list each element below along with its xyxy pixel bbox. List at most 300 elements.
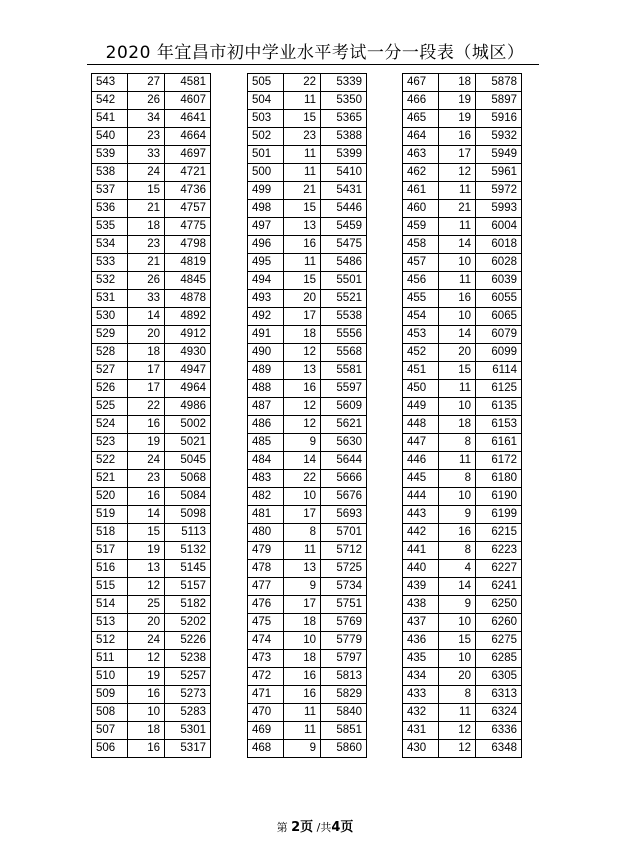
score-cell: 532 <box>92 272 128 290</box>
score-cell: 512 <box>92 632 128 650</box>
cumulative-cell: 6018 <box>476 236 522 254</box>
cumulative-cell: 5399 <box>321 146 367 164</box>
page-footer <box>0 816 630 835</box>
count-cell: 12 <box>128 578 165 596</box>
cumulative-cell: 5459 <box>321 218 367 236</box>
score-cell: 478 <box>248 560 284 578</box>
footer-total-unit: 页 <box>340 820 354 835</box>
cumulative-cell: 5226 <box>165 632 211 650</box>
table-row <box>248 722 367 740</box>
score-cell: 510 <box>92 668 128 686</box>
cumulative-cell: 5350 <box>321 92 367 110</box>
score-cell: 433 <box>403 686 439 704</box>
score-cell: 535 <box>92 218 128 236</box>
table-row <box>403 596 522 614</box>
count-cell: 34 <box>128 110 165 128</box>
table-row <box>248 128 367 146</box>
table-row <box>403 632 522 650</box>
score-table-3 <box>402 73 522 758</box>
count-cell: 14 <box>439 236 476 254</box>
table-row <box>403 614 522 632</box>
count-cell: 9 <box>284 434 321 452</box>
footer-total-pages: 4 <box>331 820 341 835</box>
cumulative-cell: 4664 <box>165 128 211 146</box>
table-row <box>92 110 211 128</box>
score-cell: 528 <box>92 344 128 362</box>
score-cell: 450 <box>403 380 439 398</box>
count-cell: 18 <box>439 74 476 92</box>
cumulative-cell: 4641 <box>165 110 211 128</box>
score-cell: 481 <box>248 506 284 524</box>
cumulative-cell: 5676 <box>321 488 367 506</box>
table-row <box>248 686 367 704</box>
footer-separator: /共 <box>316 821 332 834</box>
table-row <box>92 290 211 308</box>
table-row <box>92 200 211 218</box>
table-row <box>248 164 367 182</box>
count-cell: 13 <box>128 560 165 578</box>
cumulative-cell: 6079 <box>476 326 522 344</box>
score-cell: 479 <box>248 542 284 560</box>
cumulative-cell: 5068 <box>165 470 211 488</box>
table-row <box>92 704 211 722</box>
table-row <box>248 632 367 650</box>
count-cell: 15 <box>128 524 165 542</box>
footer-page-number: 2 <box>291 820 301 835</box>
count-cell: 8 <box>439 542 476 560</box>
count-cell: 11 <box>439 272 476 290</box>
count-cell: 14 <box>284 452 321 470</box>
cumulative-cell: 5238 <box>165 650 211 668</box>
table-row <box>92 524 211 542</box>
count-cell: 10 <box>439 488 476 506</box>
table-row <box>92 254 211 272</box>
score-cell: 491 <box>248 326 284 344</box>
cumulative-cell: 5202 <box>165 614 211 632</box>
count-cell: 8 <box>439 686 476 704</box>
table-row <box>92 308 211 326</box>
score-cell: 476 <box>248 596 284 614</box>
cumulative-cell: 5113 <box>165 524 211 542</box>
table-row <box>403 290 522 308</box>
cumulative-cell: 5568 <box>321 344 367 362</box>
count-cell: 10 <box>439 398 476 416</box>
cumulative-cell: 5769 <box>321 614 367 632</box>
count-cell: 24 <box>128 452 165 470</box>
table-row <box>92 326 211 344</box>
table-row <box>403 200 522 218</box>
score-cell: 539 <box>92 146 128 164</box>
cumulative-cell: 5851 <box>321 722 367 740</box>
score-table-2 <box>247 73 367 758</box>
count-cell: 14 <box>439 578 476 596</box>
table-row <box>403 668 522 686</box>
cumulative-cell: 5045 <box>165 452 211 470</box>
count-cell: 21 <box>439 200 476 218</box>
count-cell: 15 <box>439 362 476 380</box>
cumulative-cell: 6153 <box>476 416 522 434</box>
count-cell: 11 <box>284 254 321 272</box>
table-row <box>248 416 367 434</box>
cumulative-cell: 6055 <box>476 290 522 308</box>
count-cell: 15 <box>128 182 165 200</box>
table-row <box>403 524 522 542</box>
score-cell: 521 <box>92 470 128 488</box>
cumulative-cell: 6241 <box>476 578 522 596</box>
table-row <box>403 470 522 488</box>
score-cell: 502 <box>248 128 284 146</box>
score-cell: 431 <box>403 722 439 740</box>
count-cell: 13 <box>284 218 321 236</box>
cumulative-cell: 6227 <box>476 560 522 578</box>
table-row <box>248 326 367 344</box>
score-cell: 538 <box>92 164 128 182</box>
count-cell: 16 <box>439 290 476 308</box>
count-cell: 18 <box>128 218 165 236</box>
cumulative-cell: 4845 <box>165 272 211 290</box>
table-row <box>403 74 522 92</box>
table-row <box>248 200 367 218</box>
table-row <box>92 380 211 398</box>
table-row <box>403 272 522 290</box>
table-row <box>92 92 211 110</box>
cumulative-cell: 4892 <box>165 308 211 326</box>
score-cell: 464 <box>403 128 439 146</box>
score-cell: 533 <box>92 254 128 272</box>
count-cell: 22 <box>284 470 321 488</box>
cumulative-cell: 5157 <box>165 578 211 596</box>
table-row <box>403 542 522 560</box>
page-title: 2020 年宜昌市初中学业水平考试一分一段表（城区） <box>105 43 525 63</box>
cumulative-cell: 5932 <box>476 128 522 146</box>
score-cell: 516 <box>92 560 128 578</box>
table-row <box>92 740 211 758</box>
cumulative-cell: 6199 <box>476 506 522 524</box>
count-cell: 10 <box>439 254 476 272</box>
count-cell: 21 <box>128 254 165 272</box>
table-row <box>403 254 522 272</box>
cumulative-cell: 4912 <box>165 326 211 344</box>
count-cell: 14 <box>439 326 476 344</box>
score-cell: 446 <box>403 452 439 470</box>
score-cell: 494 <box>248 272 284 290</box>
count-cell: 19 <box>128 542 165 560</box>
table-row <box>248 506 367 524</box>
score-cell: 457 <box>403 254 439 272</box>
count-cell: 23 <box>128 128 165 146</box>
count-cell: 16 <box>439 128 476 146</box>
score-cell: 462 <box>403 164 439 182</box>
score-cell: 519 <box>92 506 128 524</box>
count-cell: 14 <box>128 308 165 326</box>
cumulative-cell: 5132 <box>165 542 211 560</box>
score-cell: 527 <box>92 362 128 380</box>
score-cell: 453 <box>403 326 439 344</box>
score-cell: 540 <box>92 128 128 146</box>
cumulative-cell: 5283 <box>165 704 211 722</box>
score-cell: 509 <box>92 686 128 704</box>
score-cell: 477 <box>248 578 284 596</box>
cumulative-cell: 5797 <box>321 650 367 668</box>
count-cell: 16 <box>284 236 321 254</box>
cumulative-cell: 5701 <box>321 524 367 542</box>
count-cell: 11 <box>284 92 321 110</box>
cumulative-cell: 6125 <box>476 380 522 398</box>
cumulative-cell: 5521 <box>321 290 367 308</box>
cumulative-cell: 5182 <box>165 596 211 614</box>
table-row <box>248 290 367 308</box>
count-cell: 12 <box>128 650 165 668</box>
table-row <box>248 470 367 488</box>
table-row <box>92 434 211 452</box>
cumulative-cell: 4878 <box>165 290 211 308</box>
cumulative-cell: 5734 <box>321 578 367 596</box>
score-cell: 438 <box>403 596 439 614</box>
score-cell: 529 <box>92 326 128 344</box>
count-cell: 11 <box>284 164 321 182</box>
score-cell: 492 <box>248 308 284 326</box>
score-cell: 534 <box>92 236 128 254</box>
score-cell: 467 <box>403 74 439 92</box>
score-cell: 449 <box>403 398 439 416</box>
score-cell: 475 <box>248 614 284 632</box>
cumulative-cell: 5597 <box>321 380 367 398</box>
score-cell: 470 <box>248 704 284 722</box>
table-row <box>403 578 522 596</box>
table-row <box>92 578 211 596</box>
cumulative-cell: 5098 <box>165 506 211 524</box>
cumulative-cell: 6348 <box>476 740 522 758</box>
score-cell: 490 <box>248 344 284 362</box>
count-cell: 14 <box>128 506 165 524</box>
score-cell: 432 <box>403 704 439 722</box>
table-row <box>403 560 522 578</box>
score-cell: 503 <box>248 110 284 128</box>
table-row <box>248 704 367 722</box>
table-row <box>403 128 522 146</box>
count-cell: 20 <box>284 290 321 308</box>
cumulative-cell: 6223 <box>476 542 522 560</box>
cumulative-cell: 5712 <box>321 542 367 560</box>
count-cell: 11 <box>284 542 321 560</box>
table-row <box>403 380 522 398</box>
score-cell: 441 <box>403 542 439 560</box>
cumulative-cell: 5860 <box>321 740 367 758</box>
cumulative-cell: 5145 <box>165 560 211 578</box>
table-row <box>92 488 211 506</box>
count-cell: 13 <box>284 362 321 380</box>
score-cell: 451 <box>403 362 439 380</box>
cumulative-cell: 4697 <box>165 146 211 164</box>
table-row <box>248 398 367 416</box>
score-cell: 456 <box>403 272 439 290</box>
table-row <box>92 452 211 470</box>
count-cell: 21 <box>284 182 321 200</box>
table-row <box>248 236 367 254</box>
count-cell: 10 <box>128 704 165 722</box>
count-cell: 17 <box>128 362 165 380</box>
score-cell: 517 <box>92 542 128 560</box>
count-cell: 9 <box>284 740 321 758</box>
cumulative-cell: 5693 <box>321 506 367 524</box>
cumulative-cell: 5644 <box>321 452 367 470</box>
cumulative-cell: 4798 <box>165 236 211 254</box>
count-cell: 11 <box>439 182 476 200</box>
score-cell: 447 <box>403 434 439 452</box>
cumulative-cell: 5621 <box>321 416 367 434</box>
count-cell: 11 <box>439 704 476 722</box>
cumulative-cell: 5431 <box>321 182 367 200</box>
table-row <box>248 92 367 110</box>
score-cell: 526 <box>92 380 128 398</box>
table-row <box>248 362 367 380</box>
table-row <box>403 164 522 182</box>
cumulative-cell: 4986 <box>165 398 211 416</box>
cumulative-cell: 5581 <box>321 362 367 380</box>
score-table-1 <box>91 73 211 758</box>
cumulative-cell: 5486 <box>321 254 367 272</box>
count-cell: 24 <box>128 164 165 182</box>
table-row <box>403 650 522 668</box>
count-cell: 23 <box>284 128 321 146</box>
table-row <box>403 308 522 326</box>
cumulative-cell: 6313 <box>476 686 522 704</box>
table-row <box>403 146 522 164</box>
table-row <box>248 146 367 164</box>
cumulative-cell: 6180 <box>476 470 522 488</box>
cumulative-cell: 5878 <box>476 74 522 92</box>
count-cell: 18 <box>128 344 165 362</box>
count-cell: 9 <box>284 578 321 596</box>
count-cell: 13 <box>284 560 321 578</box>
table-row <box>248 254 367 272</box>
score-cell: 500 <box>248 164 284 182</box>
score-cell: 443 <box>403 506 439 524</box>
table-row <box>92 182 211 200</box>
cumulative-cell: 6172 <box>476 452 522 470</box>
cumulative-cell: 6190 <box>476 488 522 506</box>
cumulative-cell: 5993 <box>476 200 522 218</box>
table-row <box>92 632 211 650</box>
score-cell: 505 <box>248 74 284 92</box>
table-row <box>403 362 522 380</box>
cumulative-cell: 4964 <box>165 380 211 398</box>
count-cell: 19 <box>128 668 165 686</box>
count-cell: 15 <box>439 632 476 650</box>
table-row <box>92 722 211 740</box>
score-cell: 474 <box>248 632 284 650</box>
count-cell: 26 <box>128 272 165 290</box>
count-cell: 23 <box>128 236 165 254</box>
score-cell: 442 <box>403 524 439 542</box>
cumulative-cell: 6004 <box>476 218 522 236</box>
count-cell: 21 <box>128 200 165 218</box>
score-cell: 463 <box>403 146 439 164</box>
count-cell: 20 <box>128 614 165 632</box>
score-cell: 466 <box>403 92 439 110</box>
cumulative-cell: 5829 <box>321 686 367 704</box>
table-row <box>403 344 522 362</box>
table-row <box>403 452 522 470</box>
score-cell: 489 <box>248 362 284 380</box>
count-cell: 16 <box>128 488 165 506</box>
score-cell: 536 <box>92 200 128 218</box>
cumulative-cell: 5779 <box>321 632 367 650</box>
table-row <box>248 272 367 290</box>
count-cell: 11 <box>439 380 476 398</box>
table-row <box>403 704 522 722</box>
score-cell: 459 <box>403 218 439 236</box>
table-row <box>248 650 367 668</box>
cumulative-cell: 5002 <box>165 416 211 434</box>
count-cell: 20 <box>439 668 476 686</box>
cumulative-cell: 5388 <box>321 128 367 146</box>
score-cell: 465 <box>403 110 439 128</box>
count-cell: 17 <box>128 380 165 398</box>
score-cell: 541 <box>92 110 128 128</box>
cumulative-cell: 5410 <box>321 164 367 182</box>
table-row <box>403 686 522 704</box>
score-cell: 488 <box>248 380 284 398</box>
cumulative-cell: 5339 <box>321 74 367 92</box>
count-cell: 33 <box>128 146 165 164</box>
score-cell: 454 <box>403 308 439 326</box>
cumulative-cell: 6065 <box>476 308 522 326</box>
score-cell: 485 <box>248 434 284 452</box>
footer-page-unit: 页 <box>300 820 314 835</box>
score-cell: 437 <box>403 614 439 632</box>
cumulative-cell: 5840 <box>321 704 367 722</box>
score-cell: 473 <box>248 650 284 668</box>
table-row <box>403 416 522 434</box>
cumulative-cell: 5972 <box>476 182 522 200</box>
table-row <box>92 272 211 290</box>
cumulative-cell: 5501 <box>321 272 367 290</box>
cumulative-cell: 6336 <box>476 722 522 740</box>
table-row <box>92 74 211 92</box>
count-cell: 17 <box>284 596 321 614</box>
cumulative-cell: 4819 <box>165 254 211 272</box>
cumulative-cell: 5961 <box>476 164 522 182</box>
table-row <box>248 578 367 596</box>
table-row <box>403 218 522 236</box>
count-cell: 15 <box>284 272 321 290</box>
count-cell: 19 <box>439 110 476 128</box>
count-cell: 23 <box>128 470 165 488</box>
score-cell: 513 <box>92 614 128 632</box>
cumulative-cell: 6305 <box>476 668 522 686</box>
table-row <box>92 650 211 668</box>
score-cell: 444 <box>403 488 439 506</box>
cumulative-cell: 5021 <box>165 434 211 452</box>
cumulative-cell: 5538 <box>321 308 367 326</box>
score-cell: 501 <box>248 146 284 164</box>
table-row <box>248 488 367 506</box>
score-cell: 455 <box>403 290 439 308</box>
count-cell: 15 <box>284 110 321 128</box>
count-cell: 19 <box>128 434 165 452</box>
table-row <box>248 740 367 758</box>
cumulative-cell: 5813 <box>321 668 367 686</box>
cumulative-cell: 5301 <box>165 722 211 740</box>
table-row <box>248 218 367 236</box>
count-cell: 16 <box>284 668 321 686</box>
table-row <box>403 398 522 416</box>
count-cell: 17 <box>439 146 476 164</box>
cumulative-cell: 4930 <box>165 344 211 362</box>
count-cell: 20 <box>439 344 476 362</box>
table-row <box>248 308 367 326</box>
